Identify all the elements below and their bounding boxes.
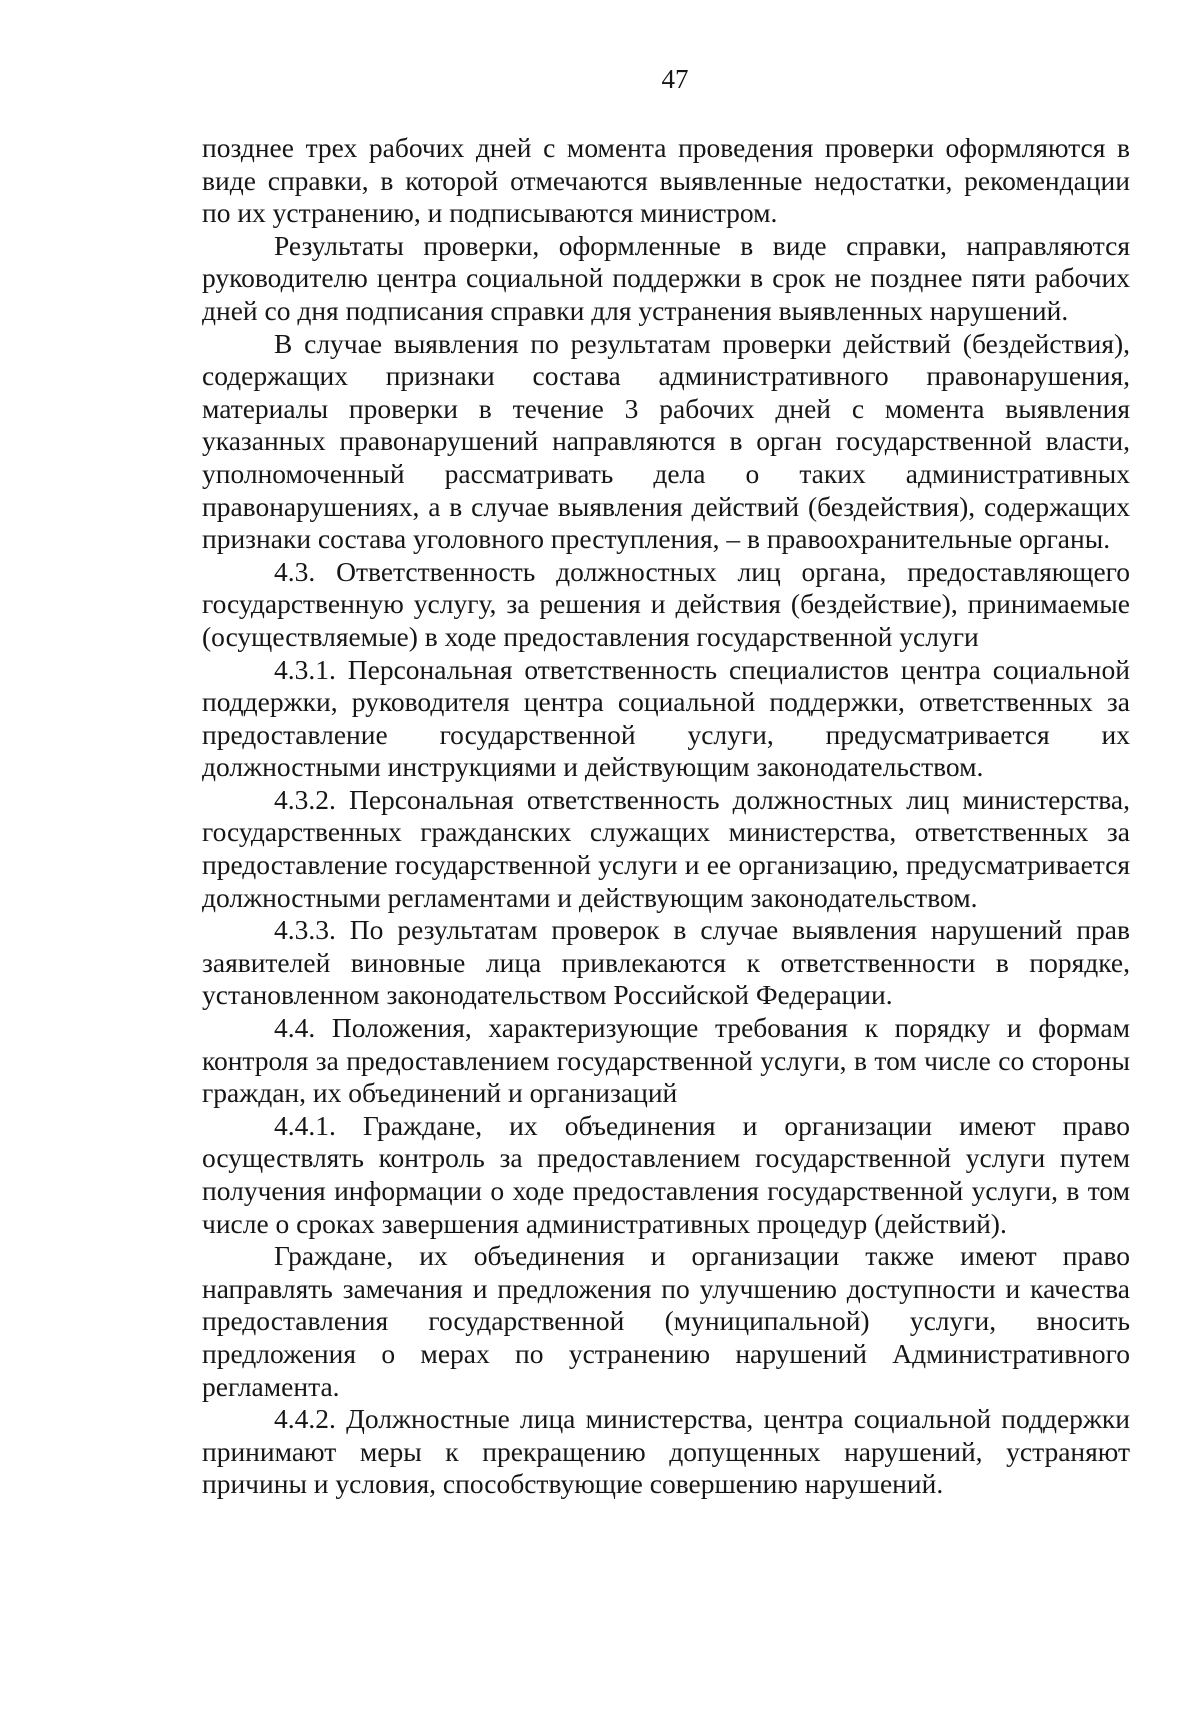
paragraph-continuation: позднее трех рабочих дней с момента проведения проверки оформляются в виде справки, в которой отмечаются выявленные недостатки, рекомендации по их устранению, и подписываются министром. [202,132,1130,229]
document-body [202,132,1130,1501]
paragraph-citizens-remarks: Граждане, их объединения и организации также имеют право направлять замечания и предложения по улучшению доступности и качества предоставления государственной (муниципальной) услуги, вносить предложения о мерах по устранению нарушений Административного регламента. [202,1240,1130,1402]
section-heading-4-3: 4.3. Ответственность должностных лиц органа, предоставляющего государственную услугу, за решения и действия (бездействие), принимаемые (осуществляемые) в ходе предоставления государственной услуги [202,555,1130,652]
paragraph-4-3-1: 4.3.1. Персональная ответственность специалистов центра социальной поддержки, руководителя центра социальной поддержки, ответственных за предоставление государственной услуги, предусматривается их должностными инструкциями и действующим законодательством. [202,653,1130,783]
paragraph-4-4-1: 4.4.1. Граждане, их объединения и организации имеют право осуществлять контроль за предоставлением государственной услуги путем получения информации о ходе предоставления государственной услуги, в том числе о сроках завершения административных процедур (действий). [202,1109,1130,1239]
paragraph-4-4-2: 4.4.2. Должностные лица министерства, центра социальной поддержки принимают меры к прекращению допущенных нарушений, устраняют причины и условия, способствующие совершению нарушений. [202,1403,1130,1500]
paragraph-4-3-3: 4.3.3. По результатам проверок в случае выявления нарушений прав заявителей виновные лица привлекаются к ответственности в порядке, установленном законодательством Российской Федерации. [202,914,1130,1011]
paragraph-4-3-2: 4.3.2. Персональная ответственность должностных лиц министерства, государственных гражданских служащих министерства, ответственных за предоставление государственной услуги и ее организацию, предусматривается должностными регламентами и действующим законодательством. [202,783,1130,913]
page-number: 47 [661,64,689,94]
paragraph-results-sent: Результаты проверки, оформленные в виде справки, направляются руководителю центра социальной поддержки в срок не позднее пяти рабочих дней со дня подписания справки для устранения выявленных нарушений. [202,229,1130,326]
paragraph-violations-found: В случае выявления по результатам проверки действий (бездействия), содержащих признаки состава административного правонарушения, материалы проверки в течение 3 рабочих дней с момента выявления указанных правонарушений направляются в орган государственной власти, уполномоченный рассматривать дела о таких административных правонарушениях, а в случае выявления действий (бездействия), содержащих признаки состава уголовного преступления, – в правоохранительные органы. [202,327,1130,555]
section-heading-4-4: 4.4. Положения, характеризующие требования к порядку и формам контроля за предоставлением государственной услуги, в том числе со стороны граждан, их объединений и организаций [202,1012,1130,1109]
